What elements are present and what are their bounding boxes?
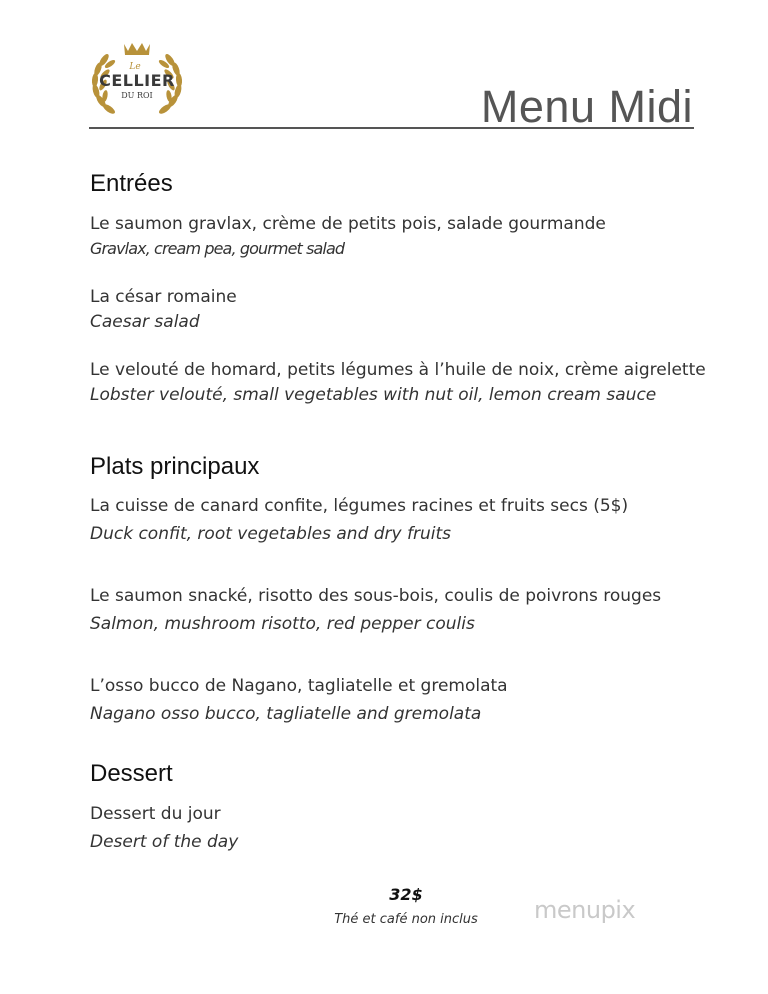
section-title-entrees: Entrées — [90, 170, 173, 197]
menu-item-en: Salmon, mushroom risotto, red pepper coulis — [90, 614, 475, 634]
menu-item-fr: Dessert du jour — [90, 804, 221, 824]
menu-item-en: Lobster velouté, small vegetables with nut oil, lemon cream sauce — [90, 385, 657, 405]
menu-item-fr: Le saumon snacké, risotto des sous-bois, coulis de poivrons rouges — [90, 586, 662, 606]
price-note: Thé et café non inclus — [334, 912, 478, 927]
menu-item-en: Gravlax, cream pea, gourmet salad — [90, 239, 345, 258]
menu-item-en: Caesar salad — [90, 312, 200, 332]
section-title-plats: Plats principaux — [90, 453, 260, 480]
svg-text:CELLIER: CELLIER — [99, 71, 175, 90]
menu-price: 32$ — [389, 885, 423, 904]
section-title-dessert: Dessert — [90, 760, 173, 787]
watermark-text: menupix — [534, 896, 636, 924]
menu-item-en: Duck confit, root vegetables and dry fruits — [90, 524, 452, 544]
cellier-du-roi-logo — [86, 42, 188, 122]
menu-item-fr: Le saumon gravlax, crème de petits pois, salade gourmande — [90, 214, 606, 234]
svg-text:Le: Le — [129, 62, 141, 72]
menu-item-fr: Le velouté de homard, petits légumes à l’huile de noix, crème aigrelette — [90, 360, 706, 380]
page-title: Menu Midi — [480, 81, 693, 132]
menu-item-fr: La cuisse de canard confite, légumes racines et fruits secs (5$) — [90, 496, 629, 516]
menu-item-en: Desert of the day — [90, 832, 239, 852]
menu-item-en: Nagano osso bucco, tagliatelle and gremolata — [90, 704, 482, 724]
menu-item-fr: La césar romaine — [90, 287, 237, 307]
menu-item-fr: L’osso bucco de Nagano, tagliatelle et gremolata — [90, 676, 508, 696]
header-divider — [89, 127, 694, 129]
svg-text:DU ROI: DU ROI — [121, 91, 153, 100]
